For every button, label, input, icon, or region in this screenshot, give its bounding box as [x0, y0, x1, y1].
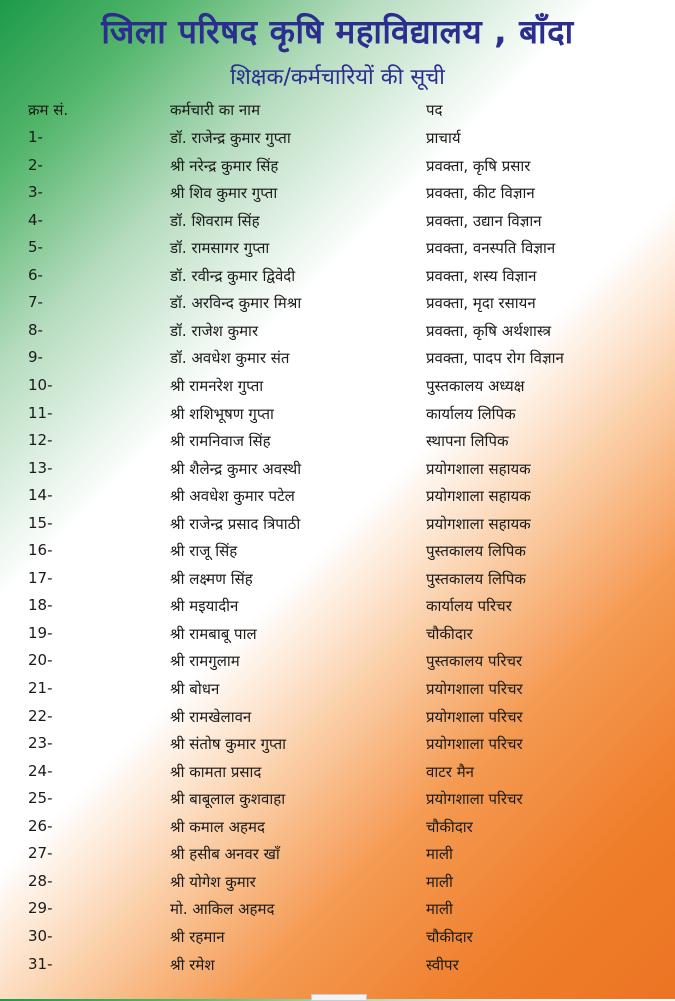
staff-post: चौकीदार [426, 927, 473, 946]
staff-name: श्री लक्ष्मण सिंह [170, 569, 253, 588]
staff-name: श्री बोधन [170, 680, 220, 698]
staff-post: प्राचार्य [426, 129, 461, 147]
staff-name: मो. आकिल अहमद [170, 900, 275, 919]
staff-name: श्री राजेन्द्र प्रसाद त्रिपाठी [170, 514, 301, 533]
staff-post: प्रवक्ता, मृदा रसायन [426, 294, 536, 313]
staff-post: प्रयोगशाला सहायक [426, 459, 531, 478]
serial-number: 7- [28, 293, 43, 312]
serial-number: 23- [28, 734, 53, 753]
serial-number: 25- [28, 789, 53, 808]
staff-post: प्रवक्ता, कीट विज्ञान [426, 184, 535, 203]
staff-post: पुस्तकालय लिपिक [426, 542, 526, 561]
table-row [0, 651, 675, 678]
staff-name: श्री राजू सिंह [170, 542, 238, 561]
staff-name: डॉ. अवधेश कुमार संत [170, 349, 290, 368]
serial-number: 22- [28, 706, 53, 725]
table-row [0, 486, 675, 513]
serial-number: 12- [28, 431, 53, 450]
staff-name: श्री अवधेश कुमार पटेल [170, 487, 295, 506]
table-row [0, 541, 675, 568]
table-row [0, 183, 675, 210]
staff-post: कार्यालय लिपिक [426, 404, 516, 423]
table-row [0, 376, 675, 403]
table-row [0, 514, 675, 541]
staff-name: डॉ. शिवराम सिंह [170, 211, 260, 230]
staff-post: प्रयोगशाला सहायक [426, 514, 531, 533]
serial-number: 17- [28, 568, 53, 587]
staff-post: प्रवक्ता, वनस्पति विज्ञान [426, 239, 556, 258]
staff-name: श्री रामखेलावन [170, 707, 252, 726]
table-row [0, 431, 675, 458]
serial-number: 24- [28, 761, 53, 780]
page-subtitle: शिक्षक/कर्मचारियों की सूची [230, 65, 445, 90]
staff-name: श्री बाबूलाल कुशवाहा [170, 790, 286, 809]
serial-number: 18- [28, 596, 53, 615]
table-row [0, 899, 675, 926]
staff-post: माली [426, 845, 453, 864]
table-row [0, 596, 675, 623]
serial-number: 31- [28, 954, 53, 973]
staff-post: प्रवक्ता, पादप रोग विज्ञान [426, 349, 564, 368]
staff-name: श्री हसीब अनवर खाँ [170, 845, 280, 864]
staff-post: प्रवक्ता, कृषि अर्थशास्त्र [426, 321, 551, 340]
staff-name: श्री कामता प्रसाद [170, 762, 262, 781]
table-row [0, 404, 675, 431]
serial-number: 30- [28, 926, 53, 945]
staff-post: प्रवक्ता, उद्यान विज्ञान [426, 211, 542, 230]
staff-name: श्री रामनिवाज सिंह [170, 432, 271, 451]
staff-post: चौकीदार [426, 817, 473, 836]
staff-post: माली [426, 872, 453, 891]
header-post: पद [426, 101, 443, 119]
serial-number: 29- [28, 899, 53, 918]
staff-name: श्री योगेश कुमार [170, 872, 256, 891]
serial-number: 20- [28, 651, 53, 670]
table-row [0, 238, 675, 265]
serial-number: 10- [28, 375, 53, 394]
serial-number: 8- [28, 320, 43, 339]
table-row [0, 762, 675, 789]
serial-number: 14- [28, 486, 53, 505]
table-row [0, 624, 675, 651]
staff-name: श्री रमेश [170, 955, 215, 974]
table-header [0, 100, 675, 127]
staff-post: पुस्तकालय लिपिक [426, 569, 526, 588]
bottom-tab [311, 994, 367, 1001]
staff-name: श्री शिव कुमार गुप्ता [170, 184, 278, 203]
serial-number: 27- [28, 844, 53, 863]
table-row [0, 156, 675, 183]
table-row [0, 734, 675, 761]
staff-name: श्री मइयादीन [170, 597, 239, 616]
staff-post: प्रयोगशाला परिचर [426, 735, 523, 754]
serial-number: 3- [28, 183, 43, 202]
staff-name: डॉ. राजेश कुमार [170, 321, 259, 340]
table-row [0, 817, 675, 844]
table-row [0, 872, 675, 899]
serial-number: 1- [28, 128, 43, 146]
staff-post: प्रयोगशाला सहायक [426, 487, 531, 506]
staff-post: पुस्तकालय परिचर [426, 652, 523, 671]
page-title: जिला परिषद कृषि महाविद्यालय , बाँदा [101, 12, 574, 51]
staff-post: वाटर मैन [426, 762, 474, 781]
serial-number: 4- [28, 210, 43, 229]
staff-post: माली [426, 900, 453, 919]
serial-number: 19- [28, 623, 53, 642]
staff-name: श्री रामगुलाम [170, 652, 240, 671]
staff-name: श्री कमाल अहमद [170, 817, 265, 836]
header-serial: क्रम सं. [28, 101, 69, 119]
staff-post: चौकीदार [426, 624, 473, 643]
staff-name: श्री रामनरेश गुप्ता [170, 376, 264, 395]
serial-number: 13- [28, 458, 53, 477]
staff-name: श्री नरेन्द्र कुमार सिंह [170, 156, 279, 175]
serial-number: 2- [28, 155, 43, 174]
staff-name: डॉ. राजेन्द्र कुमार गुप्ता [170, 129, 291, 147]
serial-number: 9- [28, 348, 43, 367]
staff-post: प्रयोगशाला परिचर [426, 707, 523, 726]
table-row [0, 927, 675, 954]
table-row [0, 679, 675, 706]
table-row [0, 211, 675, 238]
staff-post: पुस्तकालय अध्यक्ष [426, 376, 525, 395]
staff-name: श्री शैलेन्द्र कुमार अवस्थी [170, 459, 302, 478]
table-row [0, 844, 675, 871]
staff-post: प्रवक्ता, शस्य विज्ञान [426, 266, 537, 285]
header-name: कर्मचारी का नाम [170, 101, 261, 119]
staff-post: स्वीपर [426, 955, 459, 974]
serial-number: 28- [28, 871, 53, 890]
serial-number: 11- [28, 403, 53, 422]
serial-number: 15- [28, 513, 53, 532]
table-row [0, 569, 675, 596]
staff-name: श्री रामबाबू पाल [170, 624, 257, 643]
staff-post: प्रवक्ता, कृषि प्रसार [426, 156, 531, 175]
table-row [0, 348, 675, 375]
staff-name: डॉ. अरविन्द कुमार मिश्रा [170, 294, 302, 313]
serial-number: 21- [28, 679, 53, 697]
staff-post: प्रयोगशाला परिचर [426, 790, 523, 809]
serial-number: 16- [28, 541, 53, 560]
table-row [0, 707, 675, 734]
serial-number: 26- [28, 816, 53, 835]
table-row [0, 459, 675, 486]
table-row [0, 955, 675, 982]
table-row [0, 266, 675, 293]
table-row [0, 789, 675, 816]
serial-number: 5- [28, 238, 43, 257]
table-row [0, 321, 675, 348]
table-row [0, 293, 675, 320]
staff-post: स्थापना लिपिक [426, 432, 509, 451]
staff-name: श्री शशिभूषण गुप्ता [170, 404, 274, 423]
staff-post: प्रयोगशाला परिचर [426, 680, 523, 698]
staff-name: श्री रहमान [170, 927, 225, 946]
staff-name: डॉ. रामसागर गुप्ता [170, 239, 270, 258]
staff-name: डॉ. रवीन्द्र कुमार द्विवेदी [170, 266, 296, 285]
table-row [0, 128, 675, 155]
staff-post: कार्यालय परिचर [426, 597, 512, 616]
staff-name: श्री संतोष कुमार गुप्ता [170, 735, 287, 754]
serial-number: 6- [28, 265, 43, 284]
